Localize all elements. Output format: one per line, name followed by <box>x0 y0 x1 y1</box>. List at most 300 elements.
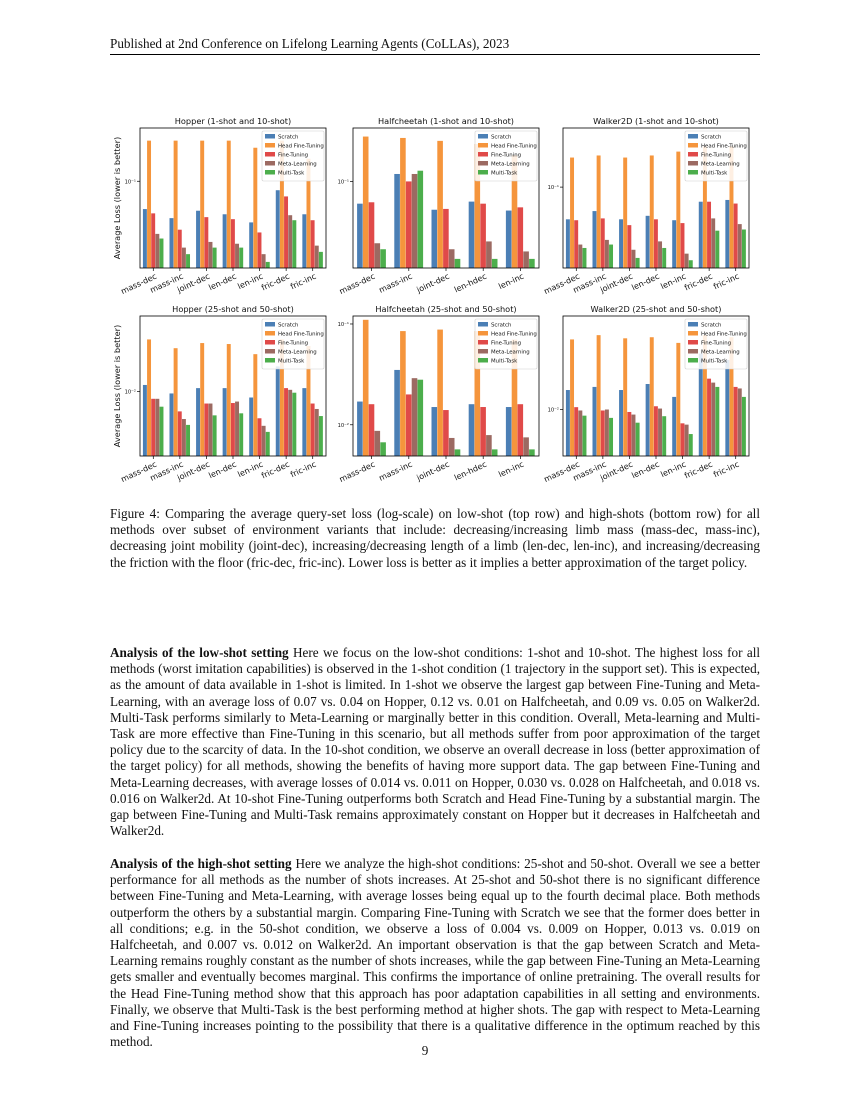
bar <box>601 218 605 268</box>
x-tick-label: fric-inc <box>712 271 741 292</box>
bar <box>288 390 292 456</box>
bar <box>650 155 654 268</box>
figure-caption: Figure 4: Comparing the average query-set loss (log-scale) on low-shot (top row) and high-shots (bottom row) for all methods over subset of environment variants that include: decreasing/increasing limb mass (mass-dec, mass-inc), decreasing joint mobility (joint-dec), increasing/decreasing length of a limb (len-dec, len-inc), and increasing/decreasing the friction with the floor (fric-dec, fric-inc). Lower loss is better as it implies a better approximation of the target policy. <box>110 506 760 570</box>
bar <box>601 410 605 456</box>
bar <box>469 202 475 268</box>
y-tick-label: 10⁻¹ <box>337 179 349 186</box>
bar <box>685 254 689 268</box>
bar <box>302 388 306 456</box>
bar <box>231 403 235 456</box>
bar <box>742 397 746 456</box>
bar <box>518 404 524 456</box>
bar <box>518 207 524 268</box>
bar <box>711 383 715 456</box>
legend-swatch <box>478 152 488 157</box>
legend-label: Fine-Tuning <box>701 152 732 159</box>
bar <box>672 220 676 268</box>
legend-label: Meta-Learning <box>701 161 740 168</box>
legend-swatch <box>265 358 275 363</box>
bar <box>480 204 486 268</box>
bar <box>738 388 742 456</box>
legend-label: Multi-Task <box>491 358 518 365</box>
bar <box>227 344 231 456</box>
bar <box>174 141 178 268</box>
bar <box>715 231 719 268</box>
bar <box>707 379 711 456</box>
bar <box>529 259 535 268</box>
bar <box>213 415 217 456</box>
y-axis-label: Average Loss (lower is better) <box>112 324 122 448</box>
bar <box>623 158 627 268</box>
bar <box>186 254 190 268</box>
bar <box>160 239 164 268</box>
bar <box>369 404 375 456</box>
bar <box>632 415 636 456</box>
bar <box>400 331 406 456</box>
bar <box>276 366 280 456</box>
bar <box>235 402 239 456</box>
legend-label: Meta-Learning <box>278 161 317 168</box>
legend-swatch <box>478 340 488 345</box>
y-tick-label: 10⁻¹ <box>547 185 559 192</box>
bar <box>169 393 173 456</box>
bar <box>609 245 613 268</box>
bar <box>418 171 424 268</box>
chart-panel <box>120 304 326 484</box>
bar <box>672 397 676 456</box>
chart-title: Walker2D (25-shot and 50-shot) <box>590 304 722 314</box>
bar <box>609 418 613 456</box>
legend-label: Scratch <box>278 322 299 329</box>
legend-label: Multi-Task <box>278 358 305 365</box>
bar <box>578 245 582 268</box>
bar <box>406 394 412 456</box>
bar <box>375 431 381 456</box>
legend-swatch <box>265 331 275 336</box>
bar <box>437 141 443 268</box>
bar <box>204 217 208 268</box>
x-tick-label: joint-dec <box>175 459 212 483</box>
x-tick-label: joint-dec <box>598 459 635 483</box>
bar <box>204 404 208 456</box>
bar <box>480 407 486 456</box>
legend-swatch <box>688 152 698 157</box>
legend-swatch <box>688 143 698 148</box>
x-tick-label: mass-inc <box>377 271 414 295</box>
legend-swatch <box>265 152 275 157</box>
bar <box>443 209 449 268</box>
x-tick-label: mass-inc <box>571 271 608 295</box>
legend-swatch <box>265 170 275 175</box>
bar <box>681 223 685 268</box>
bar <box>619 390 623 456</box>
legend-label: Meta-Learning <box>701 349 740 356</box>
page-number: 9 <box>421 1043 429 1058</box>
bar <box>449 438 455 456</box>
legend-swatch <box>265 349 275 354</box>
chart-panel <box>543 304 749 484</box>
section-heading-low-shot: Analysis of the low-shot setting <box>110 645 289 660</box>
x-tick-label: mass-dec <box>337 271 377 297</box>
legend-label: Head Fine-Tuning <box>278 143 324 150</box>
bar <box>431 407 437 456</box>
chart-title: Halfcheetah (1-shot and 10-shot) <box>378 116 514 126</box>
figure-row-high-shot <box>105 300 765 490</box>
bar <box>636 423 640 456</box>
bar <box>574 220 578 268</box>
bar <box>239 413 243 456</box>
chart-panel <box>120 116 326 296</box>
legend-swatch <box>478 358 488 363</box>
bar <box>566 219 570 268</box>
bar <box>570 339 574 456</box>
legend-label: Scratch <box>491 322 512 329</box>
chart-panel <box>338 116 539 296</box>
bar <box>380 249 386 268</box>
section-low-shot <box>110 645 760 839</box>
bar <box>369 202 375 268</box>
bar <box>182 419 186 456</box>
bar <box>200 343 204 456</box>
bar <box>258 232 262 268</box>
bar <box>646 384 650 456</box>
bar <box>734 387 738 456</box>
x-tick-label: mass-inc <box>148 459 185 483</box>
x-tick-label: len-dec <box>207 459 238 481</box>
x-tick-label: fric-inc <box>289 459 318 480</box>
bar <box>437 330 443 456</box>
legend-swatch <box>265 143 275 148</box>
bar <box>523 251 529 268</box>
bar <box>619 219 623 268</box>
bar <box>583 416 587 456</box>
bar <box>574 407 578 456</box>
x-tick-label: mass-inc <box>571 459 608 483</box>
legend-label: Scratch <box>278 134 299 141</box>
bar <box>592 387 596 456</box>
bar <box>449 249 455 268</box>
legend-swatch <box>478 322 488 327</box>
x-tick-label: fric-dec <box>259 271 291 293</box>
bar <box>147 339 151 456</box>
legend-label: Fine-Tuning <box>701 340 732 347</box>
bar <box>742 230 746 269</box>
legend-swatch <box>478 134 488 139</box>
bar <box>412 378 418 456</box>
bar <box>523 437 529 456</box>
x-tick-label: fric-dec <box>682 459 714 481</box>
bar <box>151 213 155 268</box>
bar <box>469 404 475 456</box>
x-tick-label: mass-dec <box>119 459 159 485</box>
bar <box>253 354 257 456</box>
figure-row-low-shot <box>105 112 765 302</box>
bar <box>605 410 609 456</box>
legend-swatch <box>265 322 275 327</box>
legend-swatch <box>688 358 698 363</box>
bar <box>169 218 173 268</box>
legend-label: Head Fine-Tuning <box>491 331 537 338</box>
bar <box>155 399 159 456</box>
bar <box>455 259 461 268</box>
x-tick-label: len-inc <box>497 459 526 480</box>
bar <box>418 380 424 456</box>
bar <box>262 426 266 456</box>
bar <box>636 258 640 268</box>
bar <box>623 338 627 456</box>
bar <box>506 211 512 268</box>
bar <box>597 155 601 268</box>
x-tick-label: len-hdec <box>452 271 489 295</box>
legend-swatch <box>265 134 275 139</box>
bar <box>249 222 253 268</box>
bar <box>357 204 363 268</box>
bar <box>486 241 492 268</box>
legend-swatch <box>478 349 488 354</box>
chart-panel <box>338 304 539 484</box>
legend-label: Meta-Learning <box>491 161 530 168</box>
section-heading-high-shot: Analysis of the high-shot setting <box>110 856 292 871</box>
bar <box>400 138 406 268</box>
legend-swatch <box>265 340 275 345</box>
legend-label: Head Fine-Tuning <box>701 331 747 338</box>
bar <box>160 407 164 456</box>
y-axis-label: Average Loss (lower is better) <box>112 136 122 260</box>
bar <box>654 219 658 268</box>
bar <box>231 219 235 268</box>
legend-swatch <box>688 170 698 175</box>
y-tick-label: 10⁻² <box>124 389 136 396</box>
bar <box>143 209 147 268</box>
legend-label: Multi-Task <box>701 170 728 177</box>
x-tick-label: len-hdec <box>452 459 489 483</box>
bar <box>578 410 582 456</box>
bar <box>151 399 155 456</box>
x-tick-label: fric-inc <box>712 459 741 480</box>
bar <box>363 137 369 268</box>
bar <box>715 387 719 456</box>
legend-swatch <box>688 134 698 139</box>
x-tick-label: len-dec <box>630 271 661 293</box>
bar <box>725 200 729 268</box>
bar <box>266 262 270 268</box>
bar <box>380 442 386 456</box>
y-tick-label: 10⁻² <box>547 407 559 414</box>
bar <box>200 141 204 268</box>
bar <box>492 259 498 268</box>
bar <box>253 148 257 268</box>
legend-swatch <box>478 331 488 336</box>
section-text-low-shot: Here we focus on the low-shot conditions: 1-shot and 10-shot. The highest loss for all methods (worst imitation capabilities) is observed in the 1-shot condition (1 trajectory in the support set). This is expected, as the amount of data available in 1-shot is limited. In 1-shot we observe the largest gap between Fine-Tuning and Meta-Learning, with an average loss of 0.07 vs. 0.04 on Hopper, 0.12 vs. 0.01 on Halfcheetah, and 0.09 vs. 0.05 on Walker2d. Multi-Task performs similarly to Meta-Learning or marginally better in this condition. Overall, Meta-learning and Multi-Task are more effective than Fine-Tuning in this scenario, but all methods suffer from poor approximation of the target policy due to the scarcity of data. In the 10-shot condition, we observe an overall decrease in loss (better approximation of the target policy) for all methods, showing the benefits of having more support data. The gap between Fine-Tuning and Meta-Learning decreases, with average losses of 0.014 vs. 0.011 on Hopper, 0.030 vs. 0.028 on Halfcheetah, and 0.018 vs. 0.016 on Walker2d. At 10-shot Fine-Tuning outperforms both Scratch and Head Fine-Tuning by a substantial margin. The gap between Fine-Tuning and Multi-Task remains approximately constant on Hopper but it decreases in Halfcheetah and Walker2d. <box>110 645 761 839</box>
bar <box>311 404 315 456</box>
section-high-shot <box>110 856 760 1050</box>
bar <box>155 234 159 268</box>
bar <box>662 416 666 456</box>
figure-top-row <box>105 112 765 302</box>
bar <box>583 248 587 268</box>
y-tick-label: 10⁻¹ <box>124 179 136 186</box>
bar <box>249 398 253 457</box>
bar <box>262 254 266 268</box>
bar <box>143 385 147 456</box>
bar <box>292 220 296 268</box>
legend-label: Multi-Task <box>278 170 305 177</box>
bar <box>186 425 190 456</box>
x-tick-label: mass-inc <box>148 271 185 295</box>
bar <box>632 250 636 268</box>
bar <box>182 248 186 268</box>
x-tick-label: len-inc <box>236 271 265 292</box>
legend-label: Meta-Learning <box>278 349 317 356</box>
x-tick-label: len-dec <box>207 271 238 293</box>
bar <box>239 248 243 268</box>
y-tick-label: 10⁻¹ <box>337 321 349 328</box>
legend-label: Multi-Task <box>701 358 728 365</box>
legend-swatch <box>478 170 488 175</box>
bar <box>662 248 666 268</box>
bar <box>689 434 693 456</box>
bar <box>235 244 239 268</box>
x-tick-label: fric-inc <box>289 271 318 292</box>
bar <box>566 390 570 456</box>
bar <box>627 412 631 456</box>
legend-label: Fine-Tuning <box>278 340 309 347</box>
legend-swatch <box>688 349 698 354</box>
legend-swatch <box>688 331 698 336</box>
bar <box>486 435 492 456</box>
bar <box>658 241 662 268</box>
running-header: Published at 2nd Conference on Lifelong Learning Agents (CoLLAs), 2023 <box>110 36 510 51</box>
bar <box>196 211 200 268</box>
bar <box>227 141 231 268</box>
bar <box>223 214 227 268</box>
bar <box>406 181 412 268</box>
legend-swatch <box>688 340 698 345</box>
legend-label: Head Fine-Tuning <box>701 143 747 150</box>
bar <box>209 404 213 456</box>
bar <box>223 388 227 456</box>
bar <box>292 393 296 456</box>
x-tick-label: len-inc <box>236 459 265 480</box>
x-tick-label: len-inc <box>659 271 688 292</box>
bar <box>288 215 292 268</box>
legend-swatch <box>688 322 698 327</box>
bar <box>592 211 596 268</box>
bar <box>734 204 738 268</box>
bar <box>455 449 461 456</box>
bar <box>597 335 601 456</box>
legend-label: Head Fine-Tuning <box>491 143 537 150</box>
legend-label: Meta-Learning <box>491 349 530 356</box>
legend-label: Multi-Task <box>491 170 518 177</box>
bar <box>311 220 315 268</box>
figure-bottom-row <box>105 300 765 490</box>
bar <box>315 409 319 456</box>
bar <box>650 337 654 456</box>
bar <box>707 202 711 268</box>
x-tick-label: joint-dec <box>415 459 451 483</box>
legend-label: Head Fine-Tuning <box>278 331 324 338</box>
bar <box>315 246 319 268</box>
bar <box>394 174 400 268</box>
bar <box>302 214 306 268</box>
bar <box>357 402 363 456</box>
bar <box>266 432 270 456</box>
bar <box>209 242 213 268</box>
x-tick-label: joint-dec <box>175 271 212 295</box>
bar <box>147 141 151 268</box>
x-tick-label: mass-dec <box>119 271 159 297</box>
bar <box>605 240 609 268</box>
legend-label: Scratch <box>701 134 722 141</box>
bar <box>375 243 381 268</box>
bar <box>725 360 729 456</box>
bar <box>654 406 658 456</box>
x-tick-label: mass-dec <box>542 271 582 297</box>
bar <box>685 425 689 456</box>
x-tick-label: len-inc <box>659 459 688 480</box>
chart-panel <box>543 116 749 296</box>
section-text-high-shot: Here we analyze the high-shot conditions: 25-shot and 50-shot. Overall we see a better performance for all methods as the number of shots increases. At 25-shot and 50-shot there is no significant difference between Fine-Tuning and Meta-Learning, with average losses being equal up to the fourth decimal place. Both methods outperform the others by a substantial margin. Comparing Fine-Tuning with Scratch we see that the former does better in all conditions; e.g. in the 50-shot condition, we observe a loss of 0.004 vs. 0.009 on Hopper, 0.013 vs. 0.019 on Halfcheetah, and 0.007 vs. 0.012 on Walker2d. An important observation is that the gap between Scratch and Meta-Learning remains roughly constant as the number of shots increases, while the gap between Fine-Tuning an Meta-Learning gets smaller and eventually becomes marginal. This confirms the importance of online pretraining. The overall results for the Head Fine-Tuning method show that this approach has poor adaptation capabilities in all setting and environments. Finally, we observe that Multi-Task is the best performing method at higher shots. The gap with respect to Meta-Learning and Fine-Tuning increases pointing to the possibility that there is a qualitative difference in the optimum reached by this method. <box>110 856 760 1050</box>
legend-label: Fine-Tuning <box>491 340 522 347</box>
x-tick-label: fric-dec <box>682 271 714 293</box>
bar <box>196 388 200 456</box>
bar <box>570 158 574 268</box>
legend-swatch <box>478 161 488 166</box>
bar <box>646 216 650 268</box>
legend-swatch <box>478 143 488 148</box>
legend-swatch <box>688 161 698 166</box>
chart-title: Hopper (25-shot and 50-shot) <box>172 304 294 314</box>
bar <box>363 320 369 456</box>
bar <box>319 416 323 456</box>
bar <box>174 348 178 456</box>
x-tick-label: mass-dec <box>337 459 377 485</box>
bar <box>506 407 512 456</box>
x-tick-label: fric-dec <box>259 459 291 481</box>
x-tick-label: mass-dec <box>542 459 582 485</box>
y-tick-label: 10⁻² <box>337 422 349 429</box>
chart-title: Halfcheetah (25-shot and 50-shot) <box>375 304 517 314</box>
bar <box>658 409 662 456</box>
x-tick-label: len-dec <box>630 459 661 481</box>
bar <box>676 343 680 456</box>
bar <box>529 449 535 456</box>
x-tick-label: joint-dec <box>415 271 451 295</box>
bar <box>319 252 323 268</box>
bar <box>178 230 182 268</box>
bar <box>284 388 288 456</box>
x-tick-label: len-inc <box>497 271 526 292</box>
bar <box>676 152 680 268</box>
bar <box>284 196 288 268</box>
bar <box>412 174 418 268</box>
bar <box>627 225 631 268</box>
legend-label: Scratch <box>491 134 512 141</box>
bar <box>689 260 693 268</box>
bar <box>738 224 742 268</box>
bar <box>681 423 685 456</box>
x-tick-label: joint-dec <box>598 271 635 295</box>
legend-label: Fine-Tuning <box>491 152 522 159</box>
bar <box>711 218 715 268</box>
bar <box>431 210 437 268</box>
legend-swatch <box>265 161 275 166</box>
legend-label: Scratch <box>701 322 722 329</box>
bar <box>394 370 400 456</box>
bar <box>699 202 703 268</box>
bar <box>492 449 498 456</box>
